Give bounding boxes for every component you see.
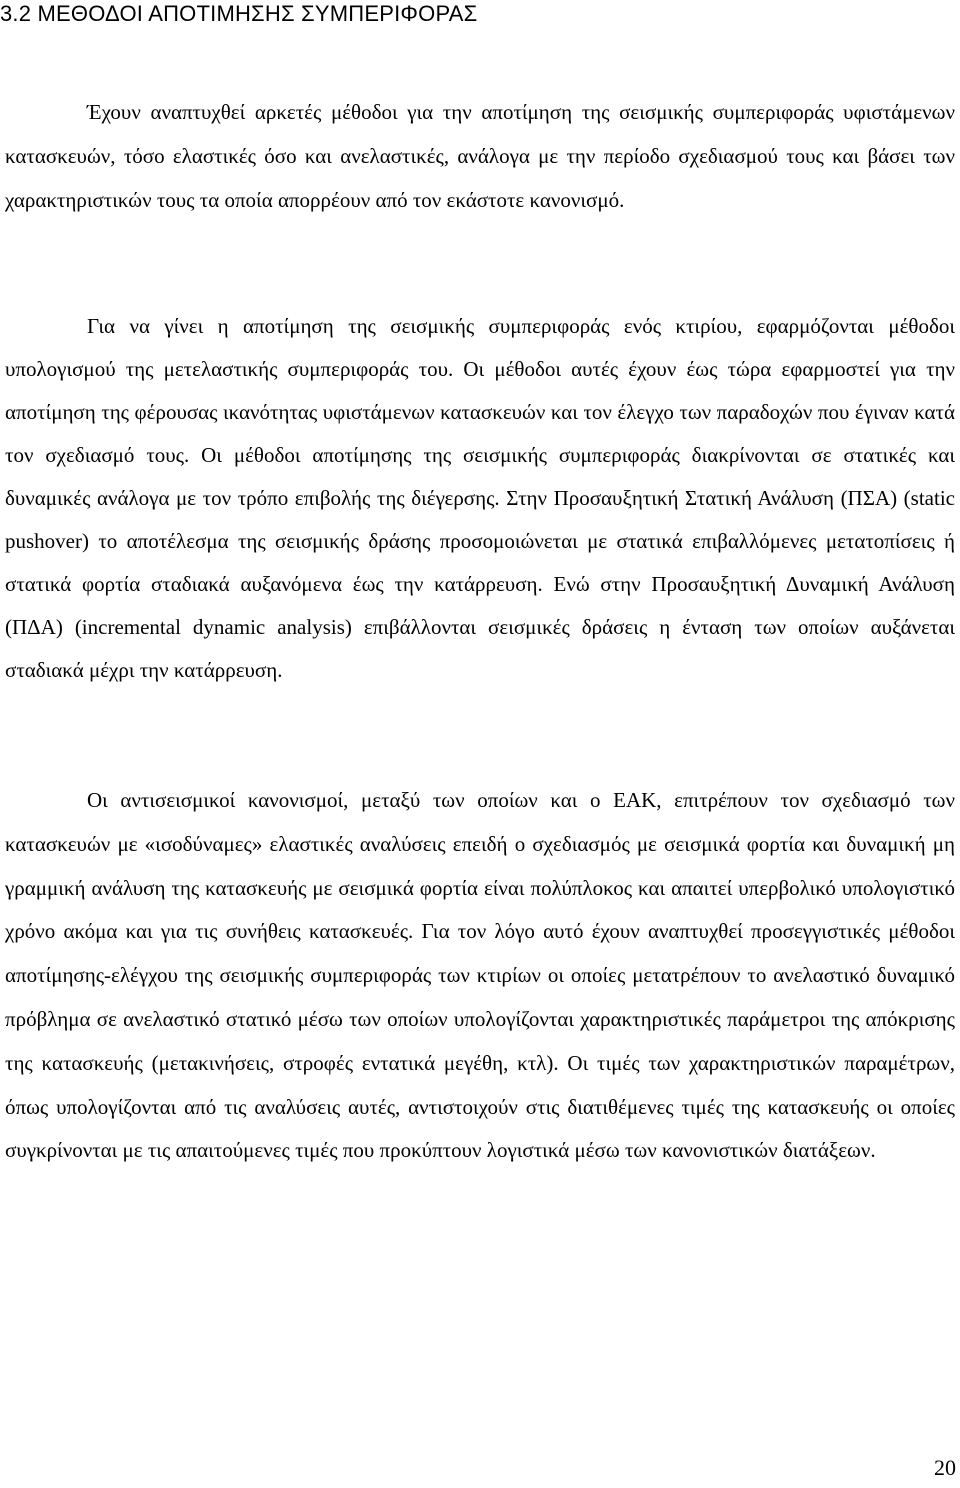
paragraph-3: Οι αντισεισμικοί κανονισμοί, μεταξύ των οποίων και ο ΕΑΚ, επιτρέπουν τον σχεδιασμό των κατασκευών με «ισοδύναμες» ελαστικές αναλύσεις επειδή ο σχεδιασμός με σεισμικά φορτία και δυναμική μη γραμμική ανάλυση της κατασκευής με σεισμικά φορτία είναι πολύπλοκος και απαιτεί υπερβολικό υπολογιστικό χρόνο ακόμα και για τις συνήθεις κατασκευές. Για τον λόγο αυτό έχουν αναπτυχθεί προσεγγιστικές μέθοδοι αποτίμησης-ελέγχου της σεισμικής συμπεριφοράς των κτιρίων οι οποίες μετατρέπουν το ανελαστικό δυναμικό πρόβλημα σε ανελαστικό στατικό μέσω των οποίων υπολογίζονται χαρακτηριστικές παράμετροι της απόκρισης της κατασκευής (μετακινήσεις, στροφές εντατικά μεγέθη, κτλ). Οι τιμές των χαρακτηριστικών παραμέτρων, όπως υπολογίζονται από τις αναλύσεις αυτές, αντιστοιχούν στις διατιθέμενες τιμές της κατασκευής οι οποίες συγκρίνονται με τις απαιτούμενες τιμές που προκύπτουν λογιστικά μέσω των κανονιστικών διατάξεων. (5, 788, 955, 1163)
page-number: 20 (934, 1455, 956, 1480)
paragraph-2: Για να γίνει η αποτίμηση της σεισμικής συμπεριφοράς ενός κτιρίου, εφαρμόζονται μέθοδοι υπολογισμού της μετελαστικής συμπεριφοράς του. Οι μέθοδοι αυτές έχουν έως τώρα εφαρμοστεί για την αποτίμηση της φέρουσας ικανότητας υφιστάμενων κατασκευών και τον έλεγχο των παραδοχών που έγιναν κατά τον σχεδιασμό τους. Οι μέθοδοι αποτίμησης της σεισμικής συμπεριφοράς διακρίνονται σε στατικές και δυναμικές ανάλογα με τον τρόπο επιβολής της διέγερσης. Στην Προσαυξητική Στατική Ανάλυση (ΠΣΑ) (static pushover) το αποτέλεσμα της σεισμικής δράσης προσομοιώνεται με στατικά επιβαλλόμενες μετατοπίσεις ή στατικά φορτία σταδιακά αυξανόμενα έως την κατάρρευση. Ενώ στην Προσαυξητική Δυναμική Ανάλυση (ΠΔΑ) (incremental dynamic analysis) επιβάλλονται σεισμικές δράσεις η ένταση των οποίων αυξάνεται σταδιακά μέχρι την κατάρρευση. (5, 314, 955, 682)
paragraph-1: Έχουν αναπτυχθεί αρκετές μέθοδοι για την αποτίμηση της σεισμικής συμπεριφοράς υφιστάμενων κατασκευών, τόσο ελαστικές όσο και ανελαστικές, ανάλογα με την περίοδο σχεδιασμού τους και βάσει των χαρακτηριστικών τους τα οποία απορρέουν από τον εκάστοτε κανονισμό. (5, 100, 955, 212)
section-heading: 3.2 ΜΕΘΟΔΟΙ ΑΠΟΤΙΜΗΣΗΣ ΣΥΜΠΕΡΙΦΟΡΑΣ (0, 1, 478, 26)
